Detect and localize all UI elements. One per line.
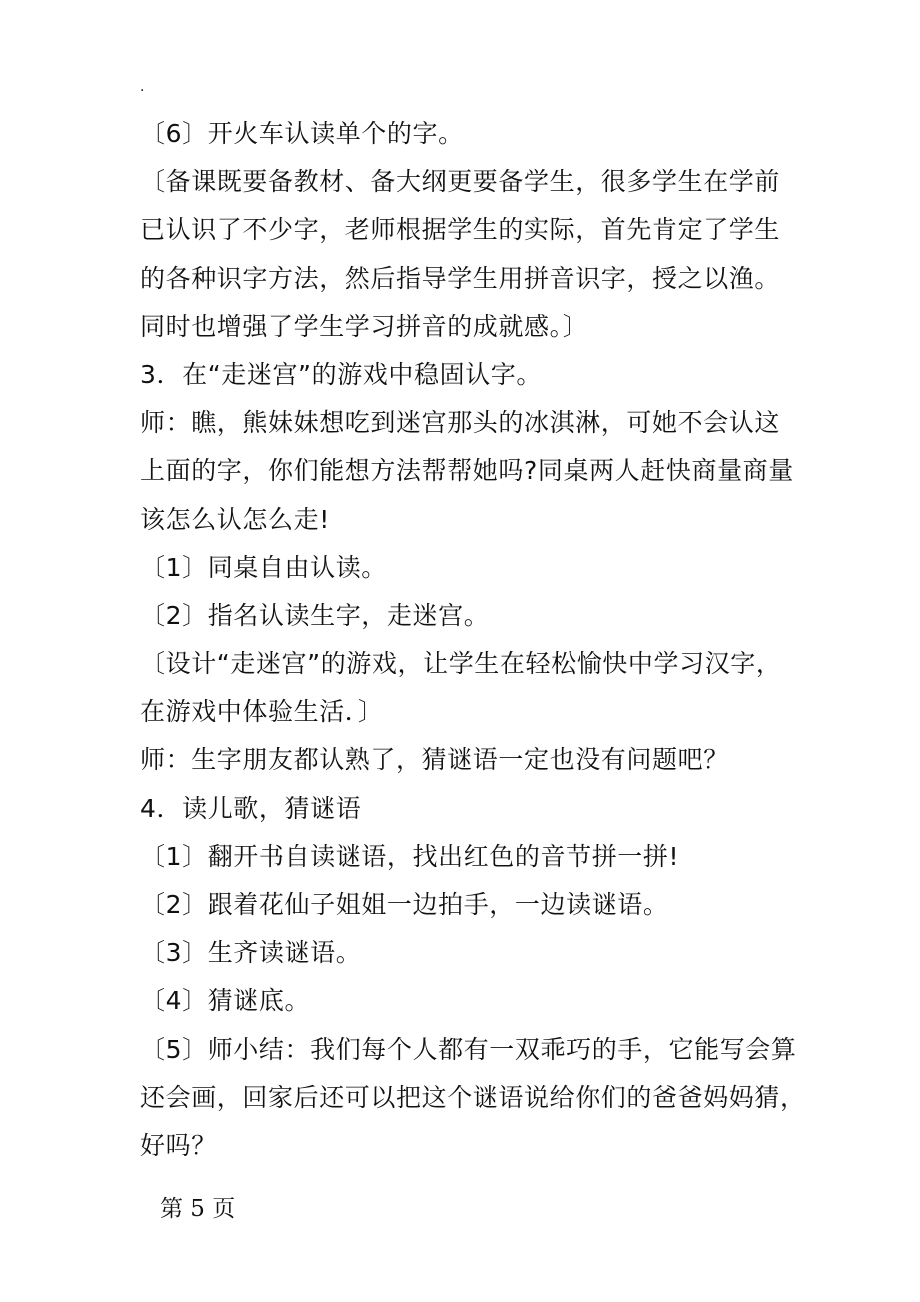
text-line: 〔5〕师小结：我们每个人都有一双乖巧的手，它能写会算 xyxy=(140,1034,797,1064)
text-line: 师：瞧，熊妹妹想吃到迷宫那头的冰淇淋，可她不会认这 xyxy=(140,408,781,438)
text-line: 同时也增强了学生学习拼音的成就感。〕 xyxy=(140,311,589,341)
text-line: 〔1〕翻开书自读谜语，找出红色的音节拼一拼! xyxy=(140,841,680,871)
text-line: 〔6〕开火车认读单个的字。 xyxy=(140,119,464,148)
text-line: 的各种识字方法，然后指导学生用拼音识字，授之以渔。 xyxy=(140,263,781,293)
document-body xyxy=(140,116,806,1176)
section-heading: 4．读儿歌，猜谜语 xyxy=(140,793,362,823)
text-line: 〔设计“走迷宫”的游戏，让学生在轻松愉快中学习汉字， xyxy=(140,649,782,679)
page-number: 第 5 页 xyxy=(160,1196,236,1222)
text-line: 好吗？ xyxy=(140,1130,217,1160)
text-line: 〔4〕猜谜底。 xyxy=(140,986,311,1016)
text-line: 师：生字朋友都认熟了，猜谜语一定也没有问题吧？ xyxy=(140,745,729,775)
text-line: 上面的字，你们能想方法帮帮她吗?同桌两人赶快商量商量 xyxy=(140,456,794,486)
text-line: 在游戏中体验生活．〕 xyxy=(140,697,384,727)
text-line: 〔1〕同桌自由认读。 xyxy=(140,552,387,582)
section-heading: 3．在“走迷宫”的游戏中稳固认字。 xyxy=(140,359,543,389)
text-line: 〔2〕跟着花仙子姐姐一边拍手，一边读谜语。 xyxy=(140,890,669,919)
text-line: 〔3〕生齐读谜语。 xyxy=(140,938,362,968)
text-line: 该怎么认怎么走! xyxy=(140,504,330,534)
text-line: 〔2〕指名认读生字，走迷宫。 xyxy=(140,600,490,630)
text-line: 〔备课既要备教材、备大纲更要备学生，很多学生在学前 xyxy=(140,167,781,197)
header-dot: . xyxy=(140,79,145,95)
text-line: 还会画，回家后还可以把这个谜语说给你们的爸爸妈妈猜， xyxy=(140,1082,806,1112)
text-line: 已认识了不少字，老师根据学生的实际，首先肯定了学生 xyxy=(140,215,781,245)
